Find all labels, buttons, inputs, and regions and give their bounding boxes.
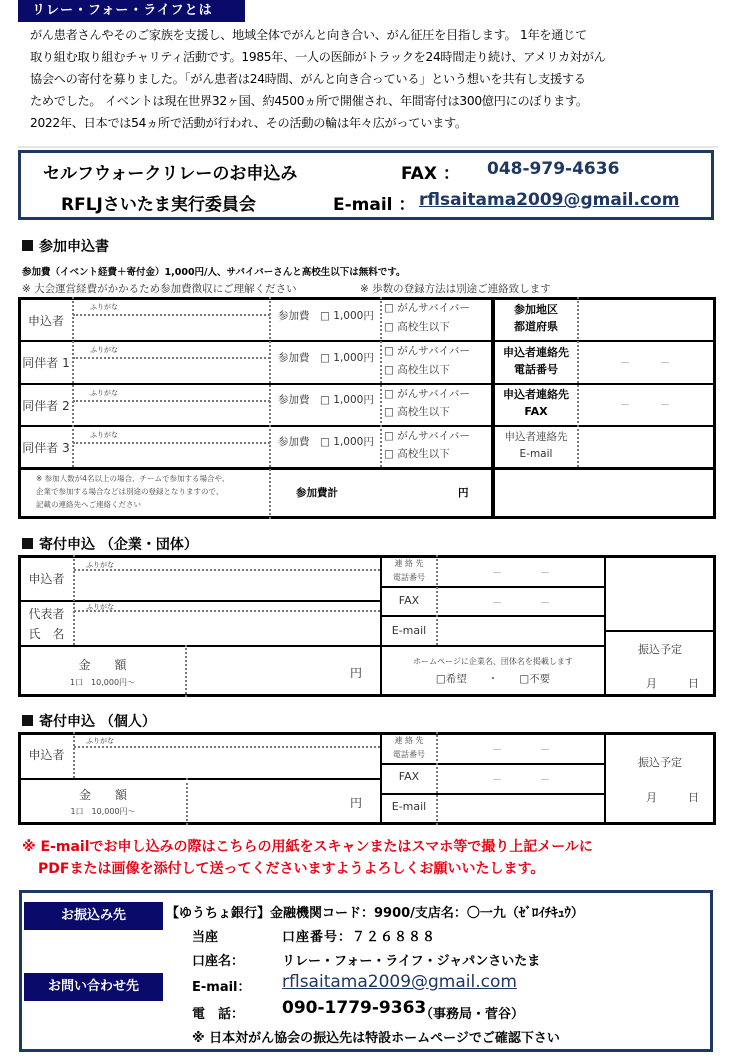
representative-label: 代表者 bbox=[28, 607, 65, 621]
transfer-schedule-label: 振込予定 bbox=[638, 643, 682, 656]
row-label-companion-2: 同伴者 2 bbox=[22, 399, 70, 413]
day-label: 日 bbox=[688, 677, 699, 690]
day-label: 日 bbox=[688, 791, 699, 804]
dash: － bbox=[660, 400, 670, 411]
personal-fax-input[interactable] bbox=[439, 765, 603, 792]
transfer-schedule-label: 振込予定 bbox=[638, 756, 682, 769]
section-title-text: 参加申込書 bbox=[39, 239, 109, 255]
row-label-applicant: 申込者 bbox=[27, 314, 64, 328]
jcs-note: ※ 日本対がん協会の振込先は特設ホームページでご確認下さい bbox=[192, 1031, 560, 1046]
dash: － bbox=[620, 400, 630, 411]
furigana-label: ふりがな bbox=[86, 737, 114, 745]
bank-info: 【ゆうちょ銀行】金融機関コード：9900/支店名：〇一九（ｾﾞﾛｲﾁｷｭｳ） bbox=[166, 906, 584, 921]
total-fee-input[interactable] bbox=[340, 470, 450, 516]
total-fee-label: 参加費計 bbox=[296, 487, 338, 499]
email-link[interactable]: rflsaitama2009@gmail.com bbox=[419, 190, 680, 210]
name-label: 氏 名 bbox=[28, 627, 65, 641]
corp-extra-input[interactable] bbox=[607, 558, 714, 628]
phone-label: 電 話： bbox=[192, 1007, 245, 1022]
contact-label: 申込者連絡先 bbox=[503, 388, 569, 401]
dash: － bbox=[540, 598, 550, 609]
committee-name: RFLJさいたま実行委員会 bbox=[61, 195, 256, 215]
furigana-label: ふりがな bbox=[86, 561, 114, 569]
survivor-checkbox[interactable]: □ がんサバイバー bbox=[384, 388, 470, 400]
email-label: E-mail ： bbox=[333, 195, 416, 215]
fax-input[interactable] bbox=[580, 386, 713, 424]
personal-applicant-input[interactable] bbox=[75, 749, 379, 777]
participation-section-title bbox=[22, 236, 109, 256]
fee-checkbox[interactable]: 参加費 □ 1,000円 bbox=[278, 310, 374, 322]
survivor-checkbox[interactable]: □ がんサバイバー bbox=[384, 345, 470, 357]
intro-line: 協会への寄付を募りました。「がん患者は24時間、がんと向き合っている」という想いを共有し支援する bbox=[30, 72, 586, 86]
email-label: E-mail： bbox=[192, 980, 251, 995]
contact-label: 申込者連絡先 bbox=[503, 346, 569, 359]
dash: － bbox=[492, 775, 502, 786]
contact-label: 連 絡 先 bbox=[394, 736, 424, 745]
amount-label: 金 額 bbox=[78, 788, 127, 802]
furigana-label: ふりがな bbox=[90, 303, 118, 311]
personal-amount-input[interactable] bbox=[189, 781, 349, 823]
phone-label: 電話番号 bbox=[514, 363, 558, 376]
personal-donation-title bbox=[22, 711, 156, 731]
fax-label: FAX bbox=[398, 770, 420, 783]
student-checkbox[interactable]: □ 高校生以下 bbox=[384, 364, 450, 376]
unit-note: 1口 10,000円～ bbox=[69, 678, 136, 687]
intro-paragraph bbox=[30, 24, 720, 134]
dash: － bbox=[540, 775, 550, 786]
account-name-label: 口座名： bbox=[192, 954, 245, 969]
email-label: E-mail bbox=[519, 448, 553, 460]
student-checkbox[interactable]: □ 高校生以下 bbox=[384, 406, 450, 418]
account-number: 口座番号：７２６８８８ bbox=[282, 930, 437, 945]
fee-checkbox[interactable]: 参加費 □ 1,000円 bbox=[278, 394, 374, 406]
furigana-label: ふりがな bbox=[90, 431, 118, 439]
section-title-text: 寄付申込 （企業・団体） bbox=[39, 537, 198, 553]
email-input[interactable] bbox=[580, 428, 713, 466]
fax-number: 048-979-4636 bbox=[487, 159, 620, 179]
steps-note: ※ 歩数の登録方法は別途ご連絡致します bbox=[360, 283, 551, 295]
application-contact-box bbox=[18, 150, 714, 220]
month-label: 月 bbox=[646, 677, 657, 690]
yen-unit: 円 bbox=[350, 796, 363, 810]
phone-label: 電話番号 bbox=[393, 750, 425, 759]
transfer-destination-label: お振込み先 bbox=[24, 902, 163, 930]
fee-checkbox[interactable]: 参加費 □ 1,000円 bbox=[278, 352, 374, 364]
dash: － bbox=[620, 358, 630, 369]
amount-input[interactable] bbox=[188, 648, 348, 694]
personal-phone-input[interactable] bbox=[439, 735, 603, 762]
intro-line: ためでした。 イベントは現在世界32ヶ国、約4500ヵ所で開催され、年間寄付は300億円にのぼります。 bbox=[30, 94, 588, 108]
row-label-companion-1: 同伴者 1 bbox=[22, 356, 70, 370]
email-label: E-mail bbox=[391, 800, 427, 813]
prefecture-label: 都道府県 bbox=[514, 320, 558, 333]
representative-name-input[interactable] bbox=[75, 613, 379, 643]
fax-label: FAX ： bbox=[401, 164, 460, 184]
homepage-options[interactable]: □希望 ・ □不要 bbox=[435, 673, 551, 685]
about-heading: リレー・フォー・ライフとは bbox=[18, 0, 245, 22]
companion-1-name-input[interactable] bbox=[74, 359, 269, 382]
account-type: 当座 bbox=[192, 930, 219, 945]
intro-line: がん患者さんやそのご家族を支援し、地域全体でがんと向き合い、がん征圧を目指します。 1年を通じて bbox=[30, 28, 587, 42]
email-notice-line-1: ※ E-mailでお申し込みの際はこちらの用紙をスキャンまたはスマホ等で撮り上記メールに bbox=[22, 839, 593, 855]
applicant-label: 申込者 bbox=[28, 572, 65, 586]
square-bullet-icon bbox=[22, 538, 33, 549]
companion-3-name-input[interactable] bbox=[74, 444, 269, 466]
phone-input[interactable] bbox=[580, 343, 713, 382]
furigana-label: ふりがな bbox=[90, 346, 118, 354]
amount-label: 金 額 bbox=[78, 658, 127, 672]
homepage-note: ホームページに企業名、団体名を掲載します bbox=[413, 657, 573, 666]
dash: － bbox=[492, 568, 502, 579]
dash: － bbox=[660, 358, 670, 369]
phone-note: （事務局・菅谷） bbox=[420, 1007, 525, 1022]
unit-note: 1口 10,000円～ bbox=[70, 807, 136, 816]
contact-email-link[interactable]: rflsaitama2009@gmail.com bbox=[282, 972, 517, 992]
group-note-line: 企業で参加する場合などは別途の登録となりますので、 bbox=[36, 487, 224, 496]
region-label: 参加地区 bbox=[514, 303, 558, 316]
email-notice-line-2: PDFまたは画像を添付して送ってくださいますようよろしくお願いいたします。 bbox=[38, 861, 545, 877]
apply-title: セルフウォークリレーのお申込み bbox=[43, 164, 298, 184]
group-note-line: 記載の連絡先へご連絡ください bbox=[36, 500, 141, 509]
personal-email-input[interactable] bbox=[439, 795, 603, 823]
corp-email-input[interactable] bbox=[439, 617, 603, 644]
square-bullet-icon bbox=[22, 715, 33, 726]
fee-disclaimer: ※ 大会運営経費がかかるため参加費徴収にご理解ください bbox=[22, 283, 297, 295]
row-label-companion-3: 同伴者 3 bbox=[22, 441, 70, 455]
corp-applicant-input[interactable] bbox=[75, 572, 379, 598]
companion-2-name-input[interactable] bbox=[74, 402, 269, 424]
corporate-donation-title bbox=[22, 534, 198, 554]
student-checkbox[interactable]: □ 高校生以下 bbox=[384, 448, 450, 460]
intro-line: 2022年、日本では54ヵ所で活動が行われ、その活動の輪は年々広がっています。 bbox=[30, 116, 467, 130]
furigana-label: ふりがな bbox=[90, 389, 118, 397]
applicant-label: 申込者 bbox=[28, 748, 65, 762]
yen-unit: 円 bbox=[350, 666, 363, 680]
corp-fax-input[interactable] bbox=[439, 588, 603, 614]
square-bullet-icon bbox=[22, 240, 33, 251]
prefecture-input[interactable] bbox=[580, 300, 713, 339]
fee-checkbox[interactable]: 参加費 □ 1,000円 bbox=[278, 436, 374, 448]
dash: － bbox=[492, 598, 502, 609]
contact-destination-label: お問い合わせ先 bbox=[24, 973, 163, 1001]
corp-phone-input[interactable] bbox=[439, 557, 603, 585]
furigana-label: ふりがな bbox=[86, 603, 114, 611]
dash: － bbox=[492, 745, 502, 756]
applicant-name-input[interactable] bbox=[74, 316, 269, 339]
fee-note: 参加費（イベント経費＋寄付金）1,000円/人、サバイバーさんと高校生以下は無料です。 bbox=[22, 267, 406, 278]
phone-label: 電話番号 bbox=[393, 573, 425, 582]
phone-number: 090-1779-9363 bbox=[282, 998, 427, 1018]
fax-label: FAX bbox=[524, 405, 548, 418]
month-label: 月 bbox=[646, 791, 657, 804]
group-note-line: ※ 参加人数が4名以上の場合、チームで参加する場合や、 bbox=[36, 474, 230, 483]
email-label: E-mail bbox=[391, 624, 427, 637]
dash: － bbox=[540, 745, 550, 756]
contact-label: 申込者連絡先 bbox=[504, 431, 568, 443]
fax-label: FAX bbox=[398, 594, 420, 607]
student-checkbox[interactable]: □ 高校生以下 bbox=[384, 321, 450, 333]
survivor-checkbox[interactable]: □ がんサバイバー bbox=[384, 302, 470, 314]
yen-unit: 円 bbox=[458, 487, 469, 499]
section-title-text: 寄付申込 （個人） bbox=[39, 714, 156, 730]
survivor-checkbox[interactable]: □ がんサバイバー bbox=[384, 430, 470, 442]
dash: － bbox=[540, 568, 550, 579]
account-name: リレー・フォー・ライフ・ジャパンさいたま bbox=[282, 954, 541, 969]
contact-label: 連 絡 先 bbox=[394, 559, 424, 568]
intro-line: 取り組む取り組むチャリティ活動です。1985年、一人の医師がトラックを24時間走り続け、アメリカ対がん bbox=[30, 50, 606, 64]
divider bbox=[18, 146, 718, 148]
